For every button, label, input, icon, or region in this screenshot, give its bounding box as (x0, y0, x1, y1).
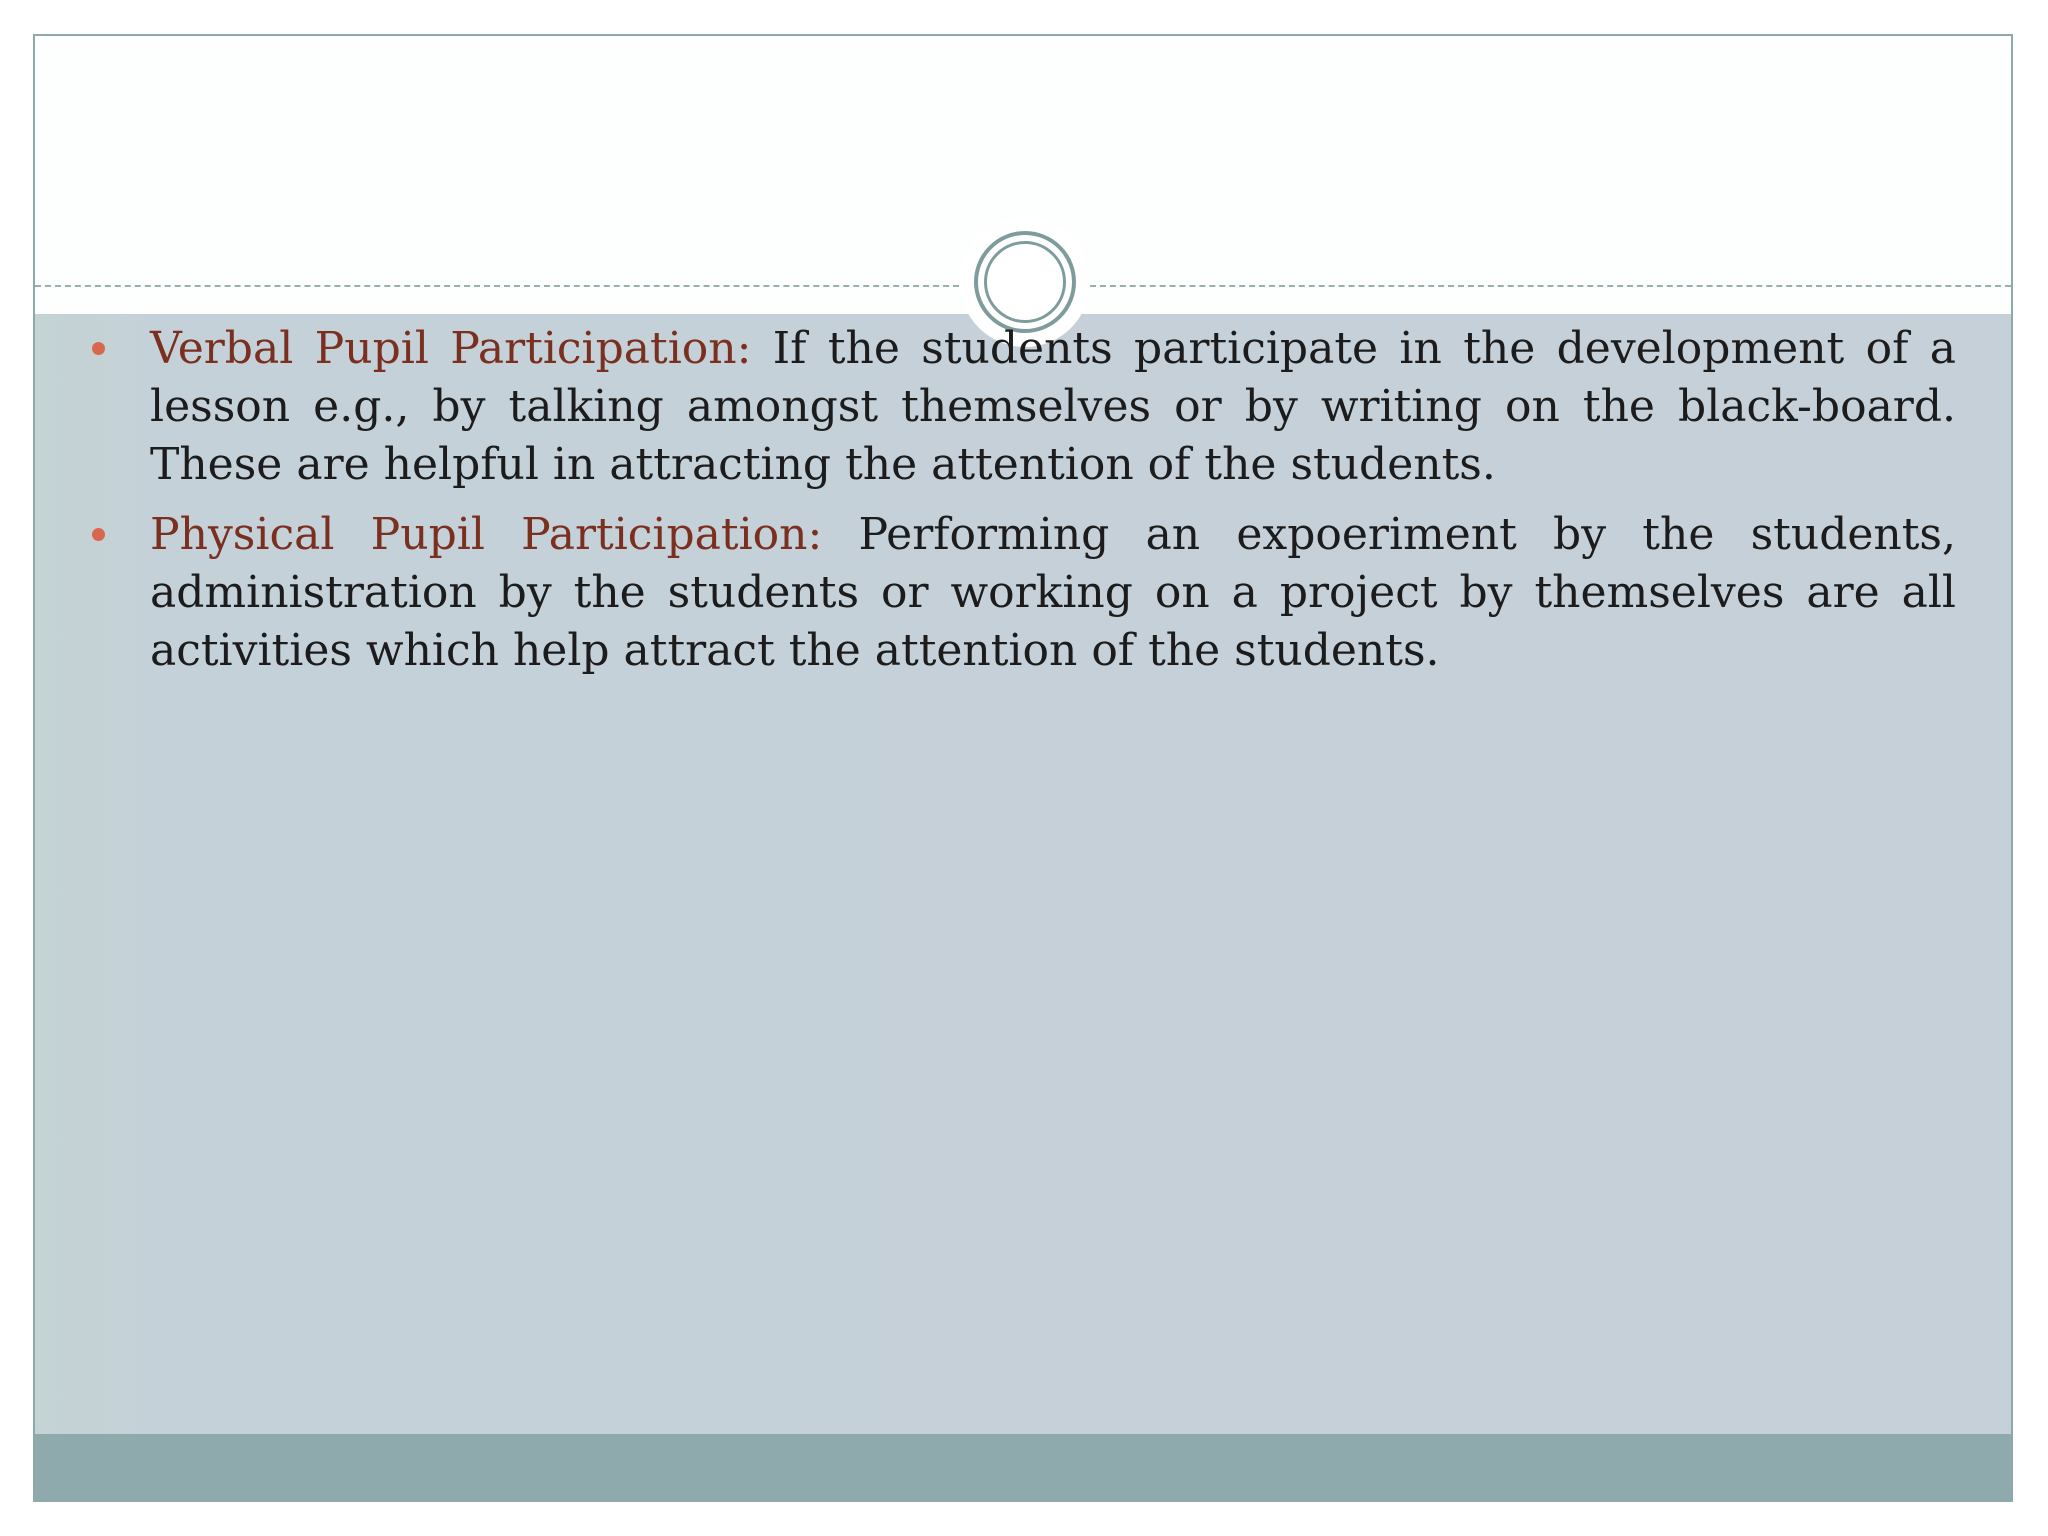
bullet-text: If the students participate in the development of a lesson e.g., by talking amongst themselves or by writing on the black-board. These are helpful in attracting the attention of the students. (150, 323, 1956, 490)
header-divider-right (1090, 285, 2011, 287)
circle-ornament-icon (974, 231, 1076, 333)
circle-ornament-inner-ring (984, 241, 1066, 323)
slide-content (84, 320, 1956, 692)
bullet-term: Verbal Pupil Participation: (150, 323, 752, 374)
header-divider-left (35, 285, 959, 287)
bullet-dot-icon (92, 528, 105, 541)
slide (33, 34, 2013, 1502)
bullet-term: Physical Pupil Participation: (150, 509, 823, 560)
bullet-item-physical (84, 506, 1956, 680)
bullet-text: Performing an expoeriment by the students, administration by the students or working on a project by themselves are all activities which help attract the attention of the students. (150, 509, 1956, 676)
bullet-dot-icon (92, 342, 105, 355)
bullet-item-verbal (84, 320, 1956, 494)
slide-footer-band (35, 1434, 2011, 1502)
